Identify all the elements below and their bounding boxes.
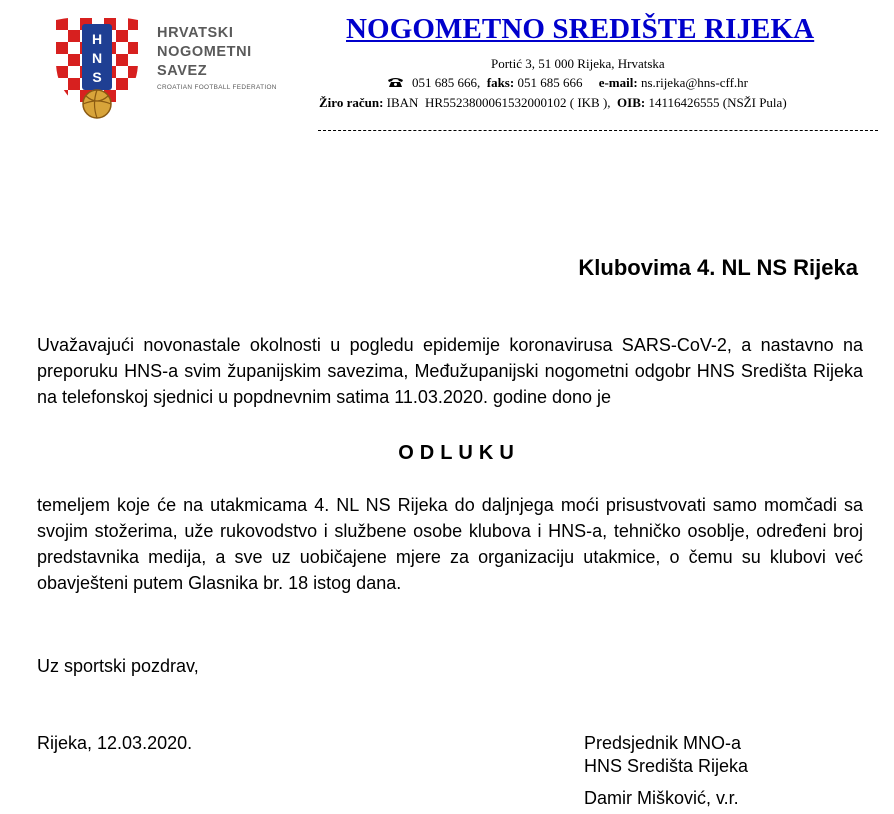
address-line: Portić 3, 51 000 Rijeka, Hrvatska [491, 56, 665, 71]
wordmark-line-3: SAVEZ [157, 63, 208, 79]
email-label: e-mail: [598, 75, 638, 90]
iban-value: HR5523800061532000102 ( IKB ), [424, 95, 611, 110]
fax-label: faks: [486, 75, 515, 90]
decision-heading: ODLUKU [398, 442, 520, 464]
bank-line [319, 95, 787, 111]
iban-label: IBAN [386, 95, 419, 110]
fax-value: 051 685 666 [517, 75, 583, 90]
wordmark-subline: CROATIAN FOOTBALL FEDERATION [157, 84, 277, 91]
contact-line [387, 75, 748, 91]
telephone-icon [387, 77, 404, 88]
signatory-name: Damir Mišković, v.r. [584, 788, 739, 808]
place-and-date: Rijeka, 12.03.2020. [37, 733, 193, 753]
letterhead-divider [318, 130, 878, 131]
account-label: Žiro račun: [319, 95, 384, 110]
intro-paragraph: Uvažavajući novonastale okolnosti u pogledu epidemije koronavirusa SARS-CoV-2, a nastavno na preporuku HNS-a svim županijskim savezima, Međužupanijski nogometni odgobr HNS Središta Rijeka na telefonskoj sjednici u popdnevnim satima 11.03.2020. godine dono je [37, 335, 863, 407]
svg-text:N: N [91, 50, 103, 66]
phone-value: 051 685 666, [412, 75, 481, 90]
wordmark-line-1: HRVATSKI [157, 25, 234, 41]
closing-greeting: Uz sportski pozdrav, [37, 656, 199, 676]
oib-label: OIB: [617, 95, 646, 110]
svg-text:H: H [91, 31, 103, 47]
signatory-role: Predsjednik MNO-a [584, 733, 742, 753]
decision-paragraph: temeljem koje će na utakmicama 4. NL NS Rijeka do daljnjega moći prisustvovati samo momčadi sa svojim stožerima, uže rukovodstvo i službene osobe klubova i HNS-a, tehničko osoblje, određeni broj predstavnika medija, a sve uz uobičajene mjere za organizaciju utakmice, o čemu su klubovi već obavješteni putem Glasnika br. 18 istog dana. [37, 495, 863, 593]
svg-text:S: S [92, 69, 102, 85]
recipient-heading: Klubovima 4. NL NS Rijeka [578, 255, 858, 280]
wordmark-line-2: NOGOMETNI [157, 44, 252, 60]
email-link[interactable]: ns.rijeka@hns-cff.hr [640, 75, 748, 90]
organization-title: NOGOMETNO SREDIŠTE RIJEKA [346, 13, 815, 45]
signatory-organization: HNS Središta Rijeka [584, 756, 749, 776]
oib-value: 14116426555 (NSŽI Pula) [648, 95, 787, 110]
